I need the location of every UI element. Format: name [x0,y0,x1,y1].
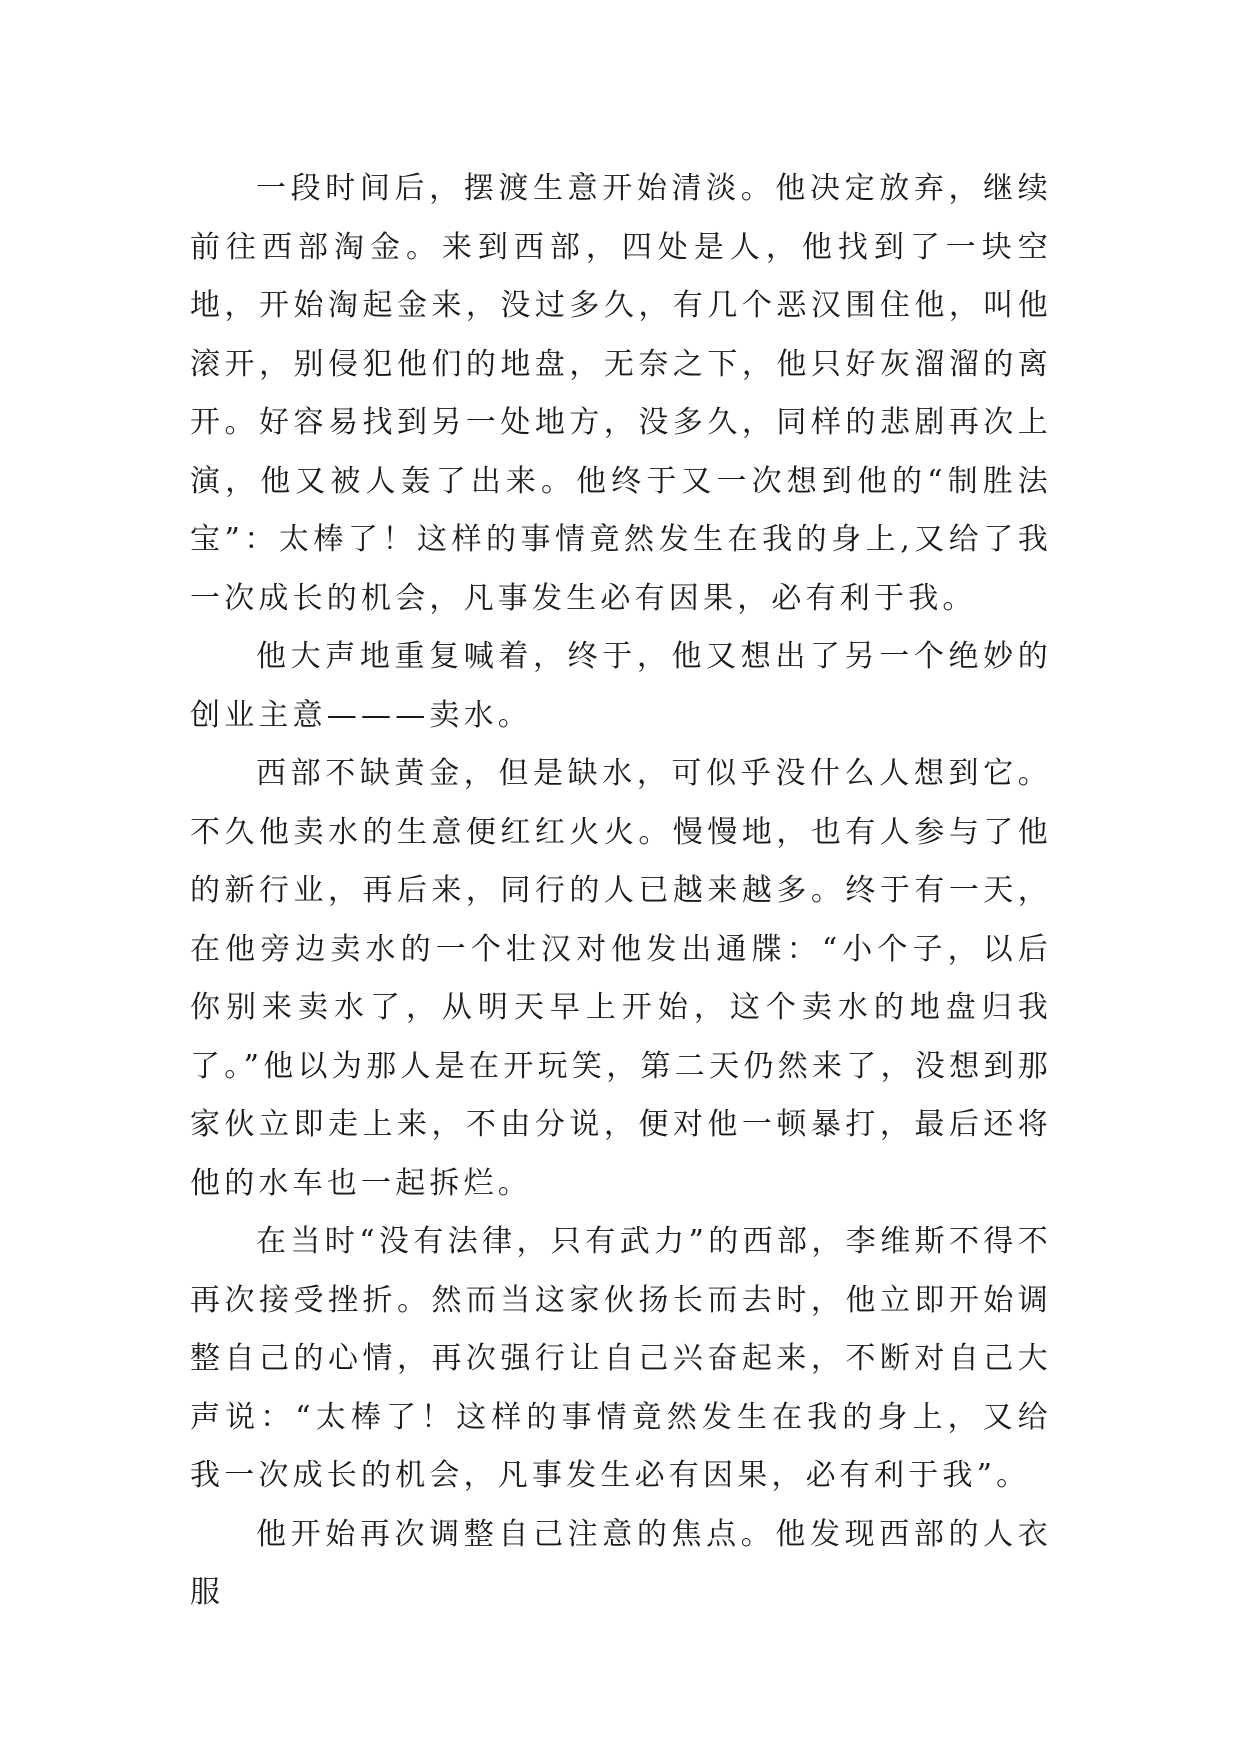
paragraph-5: 他开始再次调整自己注意的焦点。他发现西部的人衣服 [190,1516,1052,1610]
paragraph-3: 西部不缺黄金，但是缺水，可似乎没什么人想到它。不久他卖水的生意便红红火火。慢慢地，也有人参与了他的新行业，再后来，同行的人已越来越多。终于有一天，在他旁边卖水的一个壮汉对他发出通牒：“小个子，以后你别来卖水了，从明天早上开始，这个卖水的地盘归我了。”他以为那人是在开玩笑，第二天仍然来了，没想到那家伙立即走上来，不由分说，便对他一顿暴打，最后还将他的水车也一起拆烂。 [190,756,1052,1201]
paragraph-1: 一段时间后，摆渡生意开始清淡。他决定放弃，继续前往西部淘金。来到西部，四处是人，他找到了一块空地，开始淘起金来，没过多久，有几个恶汉围住他，叫他滚开，别侵犯他们的地盘，无奈之下，他只好灰溜溜的离开。好容易找到另一处地方，没多久，同样的悲剧再次上演，他又被人轰了出来。他终于又一次想到他的“制胜法宝”：太棒了！这样的事情竟然发生在我的身上,又给了我一次成长的机会，凡事发生必有因果，必有利于我。 [190,171,1052,616]
paragraph-2: 他大声地重复喊着，终于，他又想出了另一个绝妙的创业主意———卖水。 [190,639,1052,733]
paragraph-4: 在当时“没有法律，只有武力”的西部，李维斯不得不再次接受挫折。然而当这家伙扬长而去时，他立即开始调整自己的心情，再次强行让自己兴奋起来，不断对自己大声说：“太棒了！这样的事情竟然发生在我的身上，又给我一次成长的机会，凡事发生必有因果，必有利于我”。 [190,1224,1052,1493]
document-body [190,160,1052,1623]
